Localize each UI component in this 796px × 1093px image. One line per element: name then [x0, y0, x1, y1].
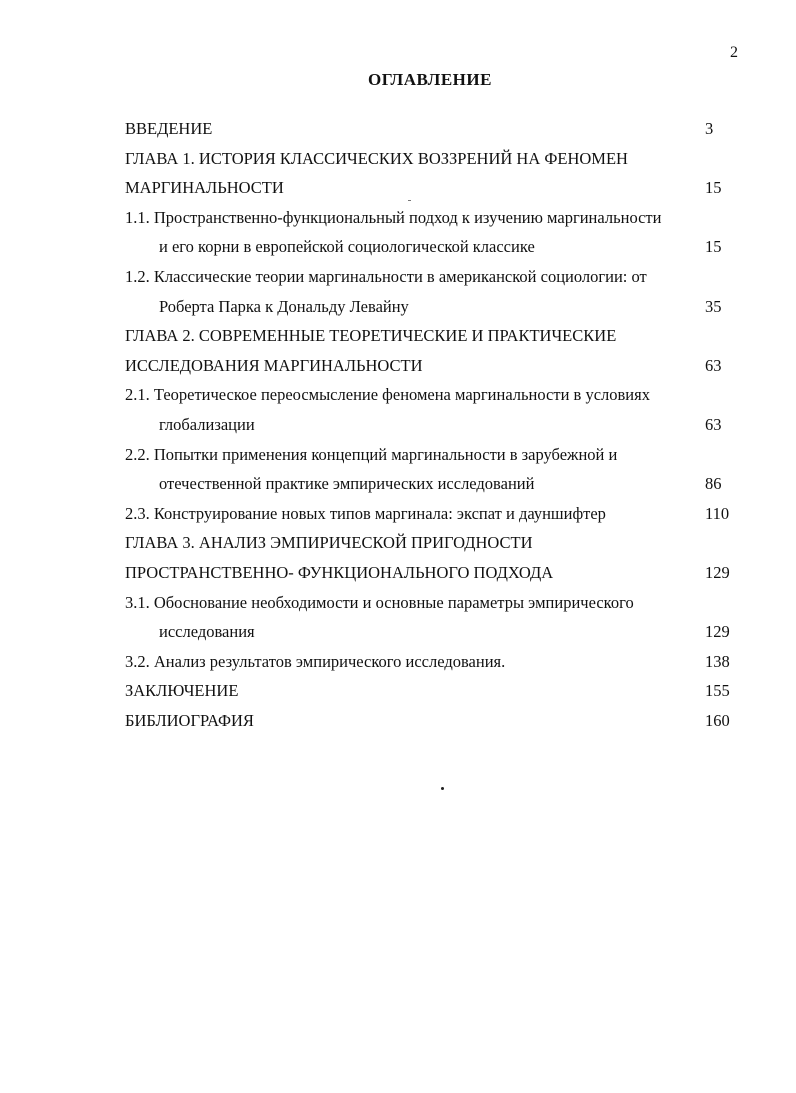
toc-line [125, 528, 737, 558]
toc-entry-text: 3.1. Обоснование необходимости и основные параметры эмпирического [125, 592, 634, 612]
toc-entry-text: отечественной практике эмпирических исследований [159, 474, 535, 494]
toc-entry-page: 129 [705, 622, 730, 642]
toc-entry-page: 3 [705, 119, 714, 138]
toc-entry-text: исследования [159, 622, 255, 642]
toc-entry-text: 2.3. Конструирование новых типов маргинала: экспат и дауншифтер [125, 503, 606, 523]
toc-line [125, 588, 737, 618]
toc-entry-text: МАРГИНАЛЬНОСТИ [125, 178, 284, 198]
toc-entry-text: ГЛАВА 1. ИСТОРИЯ КЛАССИЧЕСКИХ ВОЗЗРЕНИЙ НА ФЕНОМЕН [125, 148, 628, 168]
toc-entry-text: 3.2. Анализ результатов эмпирического исследования. [125, 651, 506, 671]
toc-entry-page: 110 [705, 503, 730, 523]
toc-entry-text: глобализации [159, 414, 255, 434]
toc-entry-page: 35 [705, 296, 722, 316]
toc-entry-text: 1.1. Пространственно-функциональный подход к изучению маргинальности [125, 207, 662, 227]
toc-line [125, 232, 737, 262]
toc-entry-page: 63 [705, 414, 722, 434]
page-title: ОГЛАВЛЕНИЕ [368, 70, 492, 89]
toc-entry-page: 160 [705, 710, 730, 730]
toc-entry-text: ГЛАВА 2. СОВРЕМЕННЫЕ ТЕОРЕТИЧЕСКИЕ И ПРАКТИЧЕСКИЕ [125, 326, 617, 346]
toc-line [125, 469, 737, 499]
toc-line [125, 617, 737, 647]
toc-line [125, 203, 737, 233]
toc-entry-page: 63 [705, 355, 722, 375]
page-number: 2 [730, 44, 738, 61]
toc-line [125, 262, 737, 292]
toc-line [125, 706, 737, 736]
toc-entry-text: 1.2. Классические теории маргинальности в американской социологии: от [125, 266, 647, 286]
toc-line [125, 558, 737, 588]
toc-entry-page: 129 [705, 562, 730, 582]
toc-line [125, 114, 737, 144]
toc-line [125, 292, 737, 322]
toc-entry-text: Роберта Парка к Дональду Левайну [159, 296, 409, 316]
toc-line [125, 321, 737, 351]
toc-entry-text: 2.2. Попытки применения концепций маргинальности в зарубежной и [125, 444, 618, 464]
table-of-contents [125, 114, 737, 735]
toc-entry-text: 2.1. Теоретическое переосмысление феномена маргинальности в условиях [125, 385, 650, 405]
toc-entry-text: ГЛАВА 3. АНАЛИЗ ЭМПИРИЧЕСКОЙ ПРИГОДНОСТИ [125, 533, 533, 553]
toc-line [125, 499, 737, 529]
toc-entry-page: 86 [705, 474, 722, 494]
toc-entry-text: ИССЛЕДОВАНИЯ МАРГИНАЛЬНОСТИ [125, 355, 423, 375]
toc-entry-text: ВВЕДЕНИЕ [125, 119, 213, 138]
toc-line [125, 173, 737, 203]
toc-entry-page: 15 [705, 178, 722, 198]
toc-entry-text: БИБЛИОГРАФИЯ [125, 710, 254, 730]
toc-line [125, 410, 737, 440]
scan-dot [441, 787, 444, 790]
toc-entry-text: ЗАКЛЮЧЕНИЕ [125, 681, 239, 701]
toc-entry-page: 138 [705, 651, 730, 671]
toc-entry-page: 155 [705, 681, 730, 701]
toc-line [125, 647, 737, 677]
toc-line [125, 676, 737, 706]
toc-line [125, 380, 737, 410]
toc-entry-text: и его корни в европейской социологической классике [159, 237, 535, 257]
toc-line [125, 440, 737, 470]
toc-entry-text: ПРОСТРАНСТВЕННО- ФУНКЦИОНАЛЬНОГО ПОДХОДА [125, 562, 554, 582]
toc-line [125, 351, 737, 381]
toc-entry-page: 15 [705, 237, 722, 257]
scan-speck [408, 200, 411, 201]
toc-line [125, 144, 737, 174]
